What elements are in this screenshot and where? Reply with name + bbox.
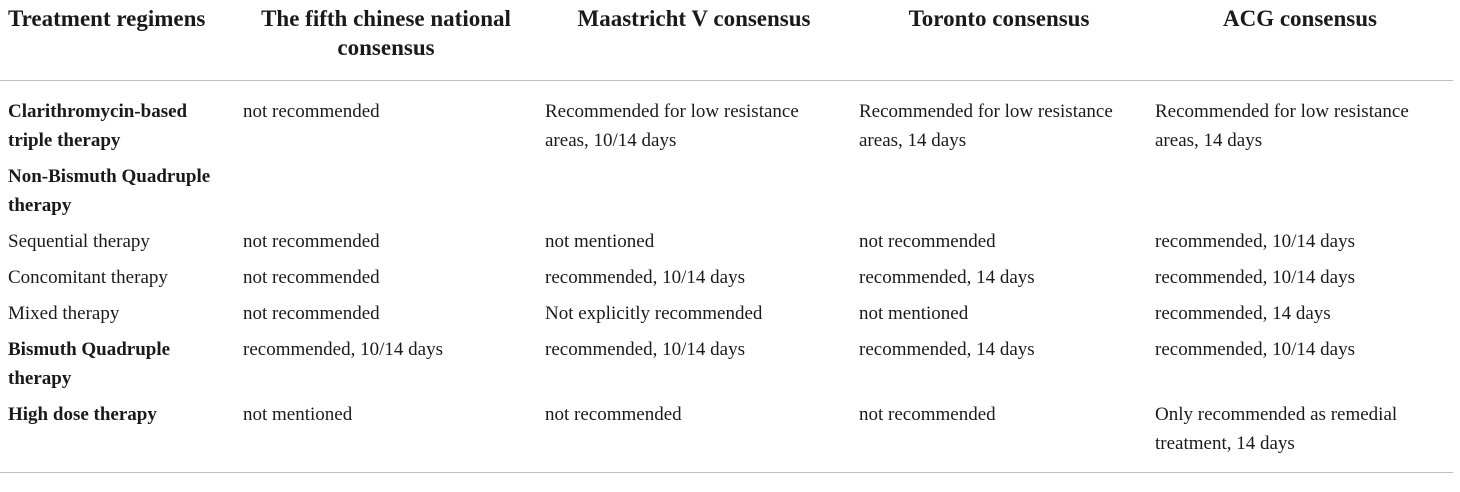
chinese-cell [235, 159, 537, 224]
table-row [0, 332, 1453, 397]
table-body [0, 81, 1453, 473]
chinese-cell: not mentioned [235, 397, 537, 473]
acg-cell [1147, 159, 1453, 224]
header-row [0, 0, 1453, 81]
table-row [0, 81, 1453, 160]
toronto-cell: recommended, 14 days [859, 339, 1035, 360]
table-row [0, 260, 1453, 296]
chinese-cell: not recommended [243, 267, 380, 288]
table-row [0, 397, 1453, 473]
regimen-cell: Concomitant therapy [8, 267, 168, 288]
acg-cell: Only recommended as remedial treatment, 14 days [1147, 397, 1453, 473]
table-row [0, 296, 1453, 332]
header-acg-consensus: ACG consensus [1147, 0, 1453, 81]
chinese-cell: not recommended [243, 231, 380, 252]
acg-cell: recommended, 10/14 days [1155, 339, 1355, 360]
toronto-cell: not mentioned [859, 303, 969, 324]
regimen-cell: High dose therapy [0, 397, 235, 473]
maastricht-cell: recommended, 10/14 days [545, 267, 745, 288]
toronto-cell: not recommended [859, 231, 996, 252]
regimen-cell: Mixed therapy [8, 303, 120, 324]
table-row [0, 224, 1453, 260]
header-maastricht-consensus: Maastricht V consensus [537, 0, 851, 81]
maastricht-cell: not mentioned [545, 231, 655, 252]
header-chinese-consensus: The fifth chinese national consensus [235, 0, 537, 81]
acg-cell: recommended, 10/14 days [1155, 231, 1355, 252]
chinese-cell: not recommended [243, 101, 380, 122]
acg-cell: recommended, 10/14 days [1155, 267, 1355, 288]
regimen-cell: Bismuth Quadruple therapy [8, 339, 171, 389]
toronto-cell: recommended, 14 days [859, 267, 1035, 288]
maastricht-cell [537, 159, 851, 224]
header-treatment-regimens: Treatment regimens [0, 0, 235, 81]
maastricht-cell: recommended, 10/14 days [545, 339, 745, 360]
regimen-cell: Clarithromycin-based triple therapy [8, 101, 188, 151]
acg-cell: Recommended for low resistance areas, 14 days [1155, 101, 1409, 151]
table-header [0, 0, 1453, 81]
chinese-cell: recommended, 10/14 days [243, 339, 443, 360]
regimen-cell: Non-Bismuth Quadruple therapy [8, 166, 211, 216]
regimen-cell: Sequential therapy [8, 231, 150, 252]
toronto-cell: Recommended for low resistance areas, 14 days [859, 101, 1113, 151]
maastricht-cell: not recommended [537, 397, 851, 473]
toronto-cell: not recommended [851, 397, 1147, 473]
acg-cell: recommended, 14 days [1155, 303, 1331, 324]
maastricht-cell: Recommended for low resistance areas, 10/14 days [545, 101, 799, 151]
table-row [0, 159, 1453, 224]
header-toronto-consensus: Toronto consensus [851, 0, 1147, 81]
chinese-cell: not recommended [243, 303, 380, 324]
toronto-cell [851, 159, 1147, 224]
maastricht-cell: Not explicitly recommended [545, 303, 763, 324]
